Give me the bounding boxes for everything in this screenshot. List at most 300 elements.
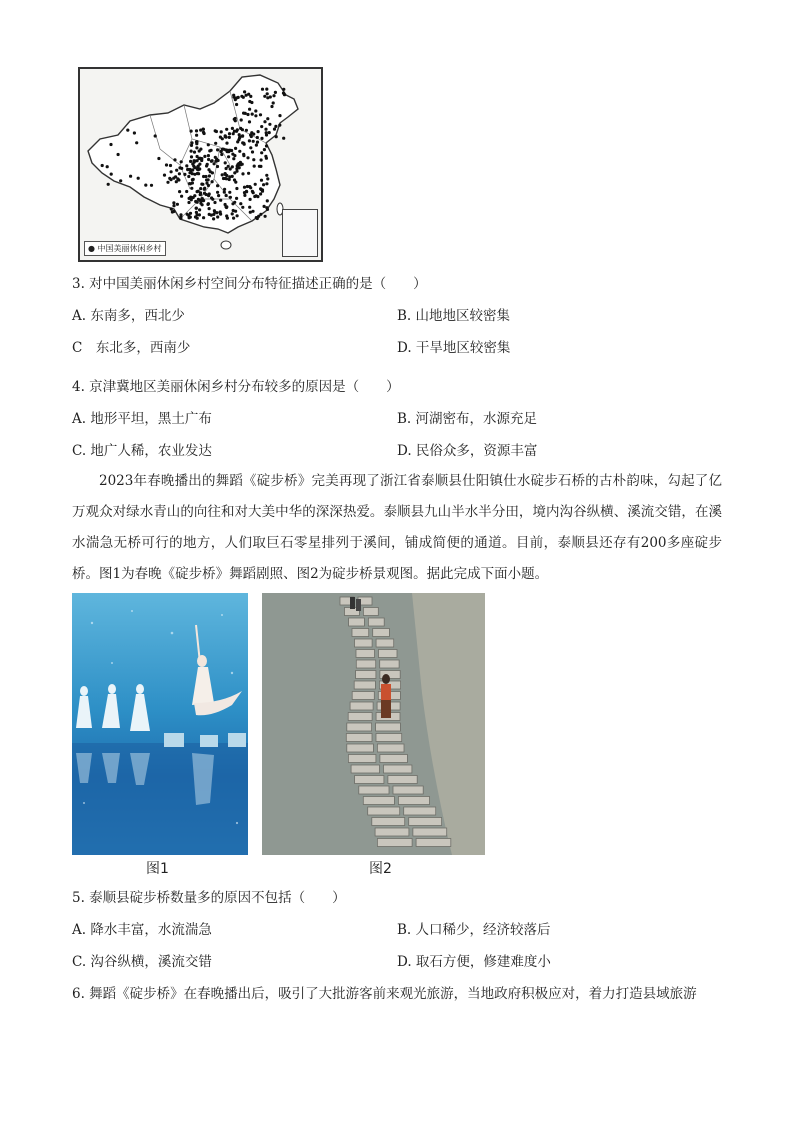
village-dot: [246, 113, 249, 116]
village-dot: [247, 172, 250, 175]
village-dot: [185, 164, 188, 167]
stepping-stone: [348, 713, 372, 721]
village-dot: [237, 138, 240, 141]
stepping-stone: [355, 776, 384, 784]
village-dot: [243, 194, 246, 197]
village-dot: [248, 139, 251, 142]
village-dot: [232, 94, 235, 97]
stepping-stone: [352, 692, 374, 700]
village-dot: [259, 187, 262, 190]
village-dot: [172, 204, 175, 207]
stepping-stone: [377, 744, 404, 752]
village-dot: [266, 92, 269, 95]
village-dot: [216, 165, 219, 168]
village-dot: [216, 148, 219, 151]
village-dot: [282, 88, 285, 91]
village-dot: [207, 154, 210, 157]
village-dot: [238, 166, 241, 169]
village-dot: [200, 159, 203, 162]
village-dot: [226, 150, 229, 153]
village-dot: [246, 156, 249, 159]
village-dot: [263, 205, 266, 208]
village-dot: [202, 131, 205, 134]
village-dot: [212, 217, 215, 220]
village-dot: [178, 166, 181, 169]
village-dot: [245, 190, 248, 193]
stepping-stone: [398, 797, 429, 805]
village-dot: [232, 132, 235, 135]
village-dot: [187, 175, 190, 178]
stepping-stone: [404, 807, 436, 815]
stepping-stone: [356, 650, 375, 658]
village-dot: [189, 160, 192, 163]
village-dot: [273, 128, 276, 131]
village-dot: [272, 94, 275, 97]
village-dot: [189, 169, 192, 172]
stepping-stone: [351, 765, 379, 773]
q3-stem: 3. 对中国美丽休闲乡村空间分布特征描述正确的是（ ）: [72, 276, 427, 292]
village-dot: [196, 165, 199, 168]
village-dot: [256, 195, 259, 198]
village-dot: [232, 217, 235, 220]
village-dot: [242, 154, 245, 157]
village-dot: [173, 158, 176, 161]
village-dot: [259, 192, 262, 195]
village-dot: [198, 208, 201, 211]
stepping-stone: [348, 755, 376, 763]
village-dot: [228, 136, 231, 139]
village-dot: [255, 216, 258, 219]
village-dot: [208, 192, 211, 195]
village-dot: [193, 151, 196, 154]
village-dot: [190, 130, 193, 133]
village-dot: [195, 134, 198, 137]
village-dot: [261, 88, 264, 91]
village-dot: [221, 173, 224, 176]
village-dot: [234, 210, 237, 213]
village-dot: [188, 182, 191, 185]
stepping-stone: [356, 671, 376, 679]
village-dot: [202, 175, 205, 178]
village-dot: [240, 95, 243, 98]
village-dot: [208, 207, 211, 210]
village-dot: [216, 191, 219, 194]
village-dot: [251, 190, 254, 193]
village-dot: [187, 201, 190, 204]
village-dot: [137, 177, 140, 180]
village-dot: [282, 92, 285, 95]
village-dot: [224, 177, 227, 180]
village-dot: [175, 169, 178, 172]
village-dot: [214, 156, 217, 159]
village-dot: [110, 173, 113, 176]
village-dot: [252, 133, 255, 136]
stepping-stone: [354, 681, 375, 689]
village-dot: [252, 158, 255, 161]
village-dot: [243, 90, 246, 93]
village-dot: [265, 174, 268, 177]
village-dot: [227, 155, 230, 158]
village-dot: [254, 114, 257, 117]
village-dot: [202, 216, 205, 219]
village-dot: [135, 141, 138, 144]
village-dot: [109, 143, 112, 146]
village-dot: [245, 94, 248, 97]
village-dot: [253, 165, 256, 168]
q4-option-b: B. 河湖密布，水源充足: [397, 411, 538, 427]
village-dot: [190, 155, 193, 158]
village-dot: [274, 125, 277, 128]
village-dot: [256, 141, 259, 144]
stepping-stone: [347, 723, 372, 731]
village-dot: [252, 140, 255, 143]
village-dot: [106, 165, 109, 168]
village-dot: [232, 157, 235, 160]
village-dot: [178, 190, 181, 193]
village-dot: [195, 140, 198, 143]
q5-option-a: A. 降水丰富，水流湍急: [72, 922, 212, 938]
village-dot: [199, 202, 202, 205]
village-dot: [208, 149, 211, 152]
village-dot: [248, 108, 251, 111]
village-dot: [228, 132, 231, 135]
village-dot: [231, 127, 234, 130]
village-dot: [259, 113, 262, 116]
village-dot: [186, 168, 189, 171]
village-dot: [203, 155, 206, 158]
stepping-stone: [393, 786, 423, 794]
stepping-stone: [388, 776, 417, 784]
village-dot: [170, 207, 173, 210]
village-dot: [278, 114, 281, 117]
stepping-stone: [409, 818, 442, 826]
q3-option-d: D. 干旱地区较密集: [397, 340, 511, 356]
village-dot: [249, 198, 252, 201]
village-dot: [264, 128, 267, 131]
stepping-stone: [413, 828, 447, 836]
village-dot: [214, 142, 217, 145]
village-dot: [175, 180, 178, 183]
village-dot: [166, 181, 169, 184]
village-dot: [133, 131, 136, 134]
village-dot: [190, 187, 193, 190]
village-dot: [220, 130, 223, 133]
village-dot: [229, 167, 232, 170]
village-dot: [170, 170, 173, 173]
village-dot: [264, 215, 267, 218]
village-dot: [208, 213, 211, 216]
village-dot: [199, 187, 202, 190]
stepping-stone: [347, 744, 374, 752]
village-dot: [191, 162, 194, 165]
village-dot: [240, 118, 243, 121]
village-dot: [270, 105, 273, 108]
village-dot: [263, 95, 266, 98]
village-dot: [144, 184, 147, 187]
village-dot: [193, 166, 196, 169]
village-dot: [241, 172, 244, 175]
village-dot: [180, 160, 183, 163]
village-dot: [265, 131, 268, 134]
stepping-stone: [349, 618, 365, 626]
stepping-stone: [363, 608, 378, 616]
stepping-stone: [379, 650, 398, 658]
village-dot: [119, 179, 122, 182]
village-dot: [178, 172, 181, 175]
village-dot: [188, 216, 191, 219]
village-dot: [269, 95, 272, 98]
village-dot: [225, 194, 228, 197]
fig2-stepping-stone-bridge-photo: [262, 593, 485, 855]
village-dot: [250, 135, 253, 138]
village-dot: [224, 135, 227, 138]
village-dot: [179, 217, 182, 220]
village-dot: [268, 123, 271, 126]
village-dot: [165, 163, 168, 166]
village-dot: [206, 203, 209, 206]
village-dot: [219, 136, 222, 139]
q3-option-a: A. 东南多，西北少: [72, 308, 185, 324]
village-dot: [172, 210, 175, 213]
village-dot: [275, 135, 278, 138]
village-dot: [260, 158, 263, 161]
village-dot: [211, 180, 214, 183]
village-dot: [239, 163, 242, 166]
village-dot: [262, 183, 265, 186]
fig1-caption: 图1: [146, 861, 169, 877]
q5-stem: 5. 泰顺县碇步桥数量多的原因不包括（ ）: [72, 890, 346, 906]
village-dot: [234, 181, 237, 184]
q3-option-b: B. 山地地区较密集: [397, 308, 511, 324]
village-dot: [205, 182, 208, 185]
village-dot: [255, 144, 258, 147]
village-dot: [190, 150, 193, 153]
village-dot: [242, 112, 245, 115]
village-dot: [223, 191, 226, 194]
stepping-stone: [376, 639, 394, 647]
village-dot: [233, 201, 236, 204]
q5-option-b: B. 人口稀少，经济较落后: [397, 922, 551, 938]
village-dot: [236, 214, 239, 217]
village-dot: [226, 217, 229, 220]
village-dot: [183, 173, 186, 176]
stepping-stone: [363, 797, 394, 805]
village-dot: [225, 174, 228, 177]
village-dot: [157, 157, 160, 160]
q4-option-c: C. 地广人稀，农业发达: [72, 443, 212, 459]
village-dot: [203, 192, 206, 195]
village-dot: [203, 188, 206, 191]
village-dot: [172, 201, 175, 204]
village-dot: [233, 154, 236, 157]
village-dot: [107, 183, 110, 186]
village-dot: [192, 178, 195, 181]
stepping-stone: [368, 807, 400, 815]
village-dot: [180, 195, 183, 198]
q6-stem: 6. 舞蹈《碇步桥》在春晚播出后，吸引了大批游客前来观光旅游，当地政府积极应对，着力打造县域旅游: [72, 986, 697, 1002]
village-dot: [219, 199, 222, 202]
village-dot: [195, 129, 198, 132]
village-dot: [266, 199, 269, 202]
village-dot: [243, 143, 246, 146]
village-dot: [189, 212, 192, 215]
stepping-stone: [359, 786, 389, 794]
village-dot: [101, 164, 104, 167]
stepping-stone: [346, 734, 372, 742]
village-dot: [117, 153, 120, 156]
village-dot: [258, 165, 261, 168]
village-dot: [199, 129, 202, 132]
village-dot: [250, 101, 253, 104]
stepping-stone: [376, 723, 401, 731]
village-dot: [228, 191, 231, 194]
village-dot: [235, 170, 238, 173]
village-dot: [188, 197, 191, 200]
village-dot: [265, 88, 268, 91]
village-dot: [193, 159, 196, 162]
stepping-stone: [356, 660, 375, 668]
village-dot: [231, 212, 234, 215]
village-dot: [190, 144, 193, 147]
stepping-stone: [380, 660, 399, 668]
village-dot: [268, 131, 271, 134]
village-dot: [223, 188, 226, 191]
village-dot: [196, 201, 199, 204]
village-dot: [192, 196, 195, 199]
village-dot: [126, 129, 129, 132]
village-dot: [210, 196, 213, 199]
village-dot: [224, 161, 227, 164]
village-dot: [249, 211, 252, 214]
village-dot: [225, 142, 228, 145]
village-dot: [196, 190, 199, 193]
south-china-sea-inset: [282, 209, 318, 257]
village-dot: [234, 147, 237, 150]
village-dot: [129, 175, 132, 178]
village-dot: [207, 168, 210, 171]
village-dot: [265, 182, 268, 185]
village-dot: [245, 129, 248, 132]
village-dot: [253, 195, 256, 198]
village-dot: [169, 164, 172, 167]
village-dot: [199, 148, 202, 151]
village-dot: [265, 144, 268, 147]
village-dot: [176, 203, 179, 206]
village-dot: [216, 215, 219, 218]
village-dot: [211, 159, 214, 162]
village-dot: [274, 91, 277, 94]
stepping-stone: [352, 629, 369, 637]
village-dot: [272, 101, 275, 104]
village-dot: [225, 205, 228, 208]
village-dot: [193, 173, 196, 176]
village-dot: [260, 179, 263, 182]
village-dot: [154, 134, 157, 137]
village-dot: [259, 213, 262, 216]
village-dot: [207, 143, 210, 146]
village-dot: [243, 186, 246, 189]
village-dot: [225, 128, 228, 131]
q4-option-a: A. 地形平坦，黑土广布: [72, 411, 212, 427]
reading-passage: 2023年春晚播出的舞蹈《碇步桥》完美再现了浙江省泰顺县仕阳镇仕水碇步石桥的古朴韵味，勾起了亿万观众对绿水青山的向往和对大美中华的深深热爱。泰顺县九山半水半分田，境内沟谷纵横、溪流交错，在溪水湍急无桥可行的地方，人们取巨石零星排列于溪间，铺成简便的通道。目前，泰顺县还存有200多座碇步桥。图1为春晚《碇步桥》舞蹈剧照、图2为碇步桥景观图。据此完成下面小题。: [72, 473, 722, 582]
stepping-stone: [373, 629, 390, 637]
village-dot: [256, 136, 259, 139]
village-dot: [150, 184, 153, 187]
stepping-stone: [377, 839, 412, 847]
village-dot: [238, 133, 241, 136]
village-dot: [246, 185, 249, 188]
village-dot: [197, 198, 200, 201]
village-dot: [201, 183, 204, 186]
village-dot: [216, 184, 219, 187]
village-dot: [227, 165, 230, 168]
village-dot: [235, 96, 238, 99]
village-dot: [219, 210, 222, 213]
village-dot: [168, 177, 171, 180]
stepping-stone: [384, 765, 412, 773]
village-dot: [254, 183, 257, 186]
stepping-stone: [380, 755, 408, 763]
q5-option-d: D. 取石方便，修建难度小: [397, 954, 551, 970]
village-dot: [248, 120, 251, 123]
village-dot: [241, 135, 244, 138]
map-legend: ● 中国美丽休闲乡村: [84, 241, 166, 256]
village-dot: [213, 201, 216, 204]
q3-option-c: C 东北多，西南少: [72, 340, 191, 356]
village-dot: [222, 148, 225, 151]
village-dot: [195, 146, 198, 149]
village-dot: [235, 197, 238, 200]
village-dot: [266, 117, 269, 120]
village-dot: [260, 151, 263, 154]
q4-stem: 4. 京津冀地区美丽休闲乡村分布较多的原因是（ ）: [72, 379, 400, 395]
village-dot: [208, 174, 211, 177]
village-dot: [248, 206, 251, 209]
village-dot: [172, 177, 175, 180]
stepping-stone: [416, 839, 451, 847]
village-dot: [205, 178, 208, 181]
village-dot: [241, 206, 244, 209]
village-dot: [163, 174, 166, 177]
q4-option-d: D. 民俗众多，资源丰富: [397, 443, 538, 459]
village-dot: [278, 124, 281, 127]
village-dot: [239, 127, 242, 130]
village-dot: [251, 113, 254, 116]
fig2-caption: 图2: [369, 861, 392, 877]
village-dot: [215, 130, 218, 133]
village-dot: [228, 175, 231, 178]
stepping-stone: [376, 734, 402, 742]
village-dot: [205, 164, 208, 167]
village-dot: [249, 146, 252, 149]
fig1-dance-photo: [72, 593, 248, 855]
village-dot: [251, 150, 254, 153]
stepping-stone: [375, 828, 409, 836]
village-dot: [236, 128, 239, 131]
village-dot: [202, 128, 205, 131]
village-dot: [195, 207, 198, 210]
village-dot: [235, 187, 238, 190]
village-dot: [239, 202, 242, 205]
stepping-stone: [372, 818, 405, 826]
stepping-stone: [350, 702, 373, 710]
village-dot: [266, 177, 269, 180]
village-dot: [230, 149, 233, 152]
village-dot: [260, 125, 263, 128]
village-dot: [213, 162, 216, 165]
village-dot: [229, 196, 232, 199]
village-dot: [198, 213, 201, 216]
